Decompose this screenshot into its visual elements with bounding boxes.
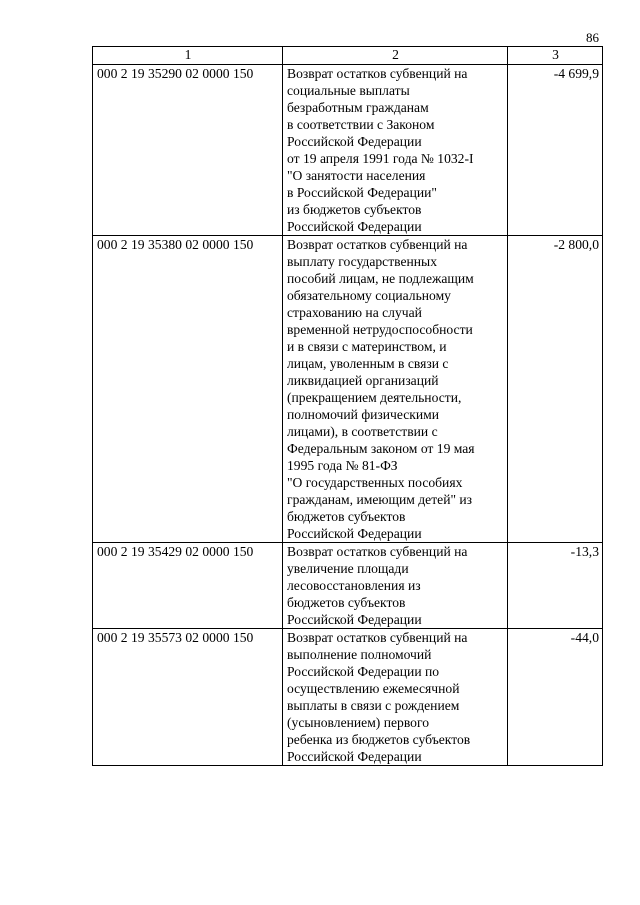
description-line: бюджетов субъектов (287, 595, 406, 610)
description-line: обязательному социальному (287, 288, 451, 303)
description-line: Возврат остатков субвенций на (287, 630, 468, 645)
budget-code-cell: 000 2 19 35290 02 0000 150 (93, 65, 283, 236)
description-line: Российской Федерации (287, 612, 422, 627)
table-header (93, 47, 603, 65)
header-column-3: 3 (508, 47, 603, 65)
description-cell (283, 65, 508, 236)
description-line: гражданам, имеющим детей" из (287, 492, 473, 507)
table-row (93, 543, 603, 629)
table-row (93, 629, 603, 766)
description-line: Федеральным законом от 19 мая (287, 441, 475, 456)
description-line: ребенка из бюджетов субъектов (287, 732, 471, 747)
description-line: бюджетов субъектов (287, 509, 406, 524)
description-cell (283, 629, 508, 766)
description-line: осуществлению ежемесячной (287, 681, 460, 696)
description-line: социальные выплаты (287, 83, 410, 98)
description-line: выполнение полномочий (287, 647, 432, 662)
page-number: 86 (586, 30, 599, 45)
description-line: Российской Федерации (287, 134, 422, 149)
description-line: выплаты в связи с рождением (287, 698, 460, 713)
amount-cell: -44,0 (508, 629, 603, 766)
description-line: в соответствии с Законом (287, 117, 435, 132)
description-line: лицам, уволенным в связи с (287, 356, 449, 371)
description-line: пособий лицам, не подлежащим (287, 271, 474, 286)
amount-cell: -13,3 (508, 543, 603, 629)
header-column-1: 1 (93, 47, 283, 65)
description-line: страхованию на случай (287, 305, 422, 320)
description-line: (прекращением деятельности, (287, 390, 462, 405)
description-line: безработным гражданам (287, 100, 429, 115)
description-line: полномочий физическими (287, 407, 440, 422)
header-row (93, 47, 603, 65)
budget-code-cell: 000 2 19 35573 02 0000 150 (93, 629, 283, 766)
table-row (93, 65, 603, 236)
table-body (93, 65, 603, 766)
description-line: Возврат остатков субвенций на (287, 237, 468, 252)
description-line: Возврат остатков субвенций на (287, 544, 468, 559)
description-line: 1995 года № 81-ФЗ (287, 458, 398, 473)
description-line: увеличение площади (287, 561, 409, 576)
description-line: Российской Федерации (287, 749, 422, 764)
description-line: "О государственных пособиях (287, 475, 463, 490)
description-line: Возврат остатков субвенций на (287, 66, 468, 81)
description-line: лицами), в соответствии с (287, 424, 438, 439)
description-line: ликвидацией организаций (287, 373, 439, 388)
description-line: и в связи с материнством, и (287, 339, 447, 354)
description-line: выплату государственных (287, 254, 437, 269)
budget-code-cell: 000 2 19 35429 02 0000 150 (93, 543, 283, 629)
description-line: от 19 апреля 1991 года № 1032-I (287, 151, 474, 166)
description-line: Российской Федерации (287, 219, 422, 234)
description-line: (усыновлением) первого (287, 715, 429, 730)
description-line: "О занятости населения (287, 168, 426, 183)
header-column-2: 2 (283, 47, 508, 65)
description-line: временной нетрудоспособности (287, 322, 473, 337)
amount-cell: -2 800,0 (508, 236, 603, 543)
description-cell (283, 236, 508, 543)
description-line: Российской Федерации по (287, 664, 440, 679)
description-cell (283, 543, 508, 629)
amount-cell: -4 699,9 (508, 65, 603, 236)
budget-table (92, 46, 603, 766)
description-line: Российской Федерации (287, 526, 422, 541)
table-row (93, 236, 603, 543)
description-line: из бюджетов субъектов (287, 202, 422, 217)
description-line: лесовосстановления из (287, 578, 421, 593)
description-line: в Российской Федерации" (287, 185, 437, 200)
budget-code-cell: 000 2 19 35380 02 0000 150 (93, 236, 283, 543)
